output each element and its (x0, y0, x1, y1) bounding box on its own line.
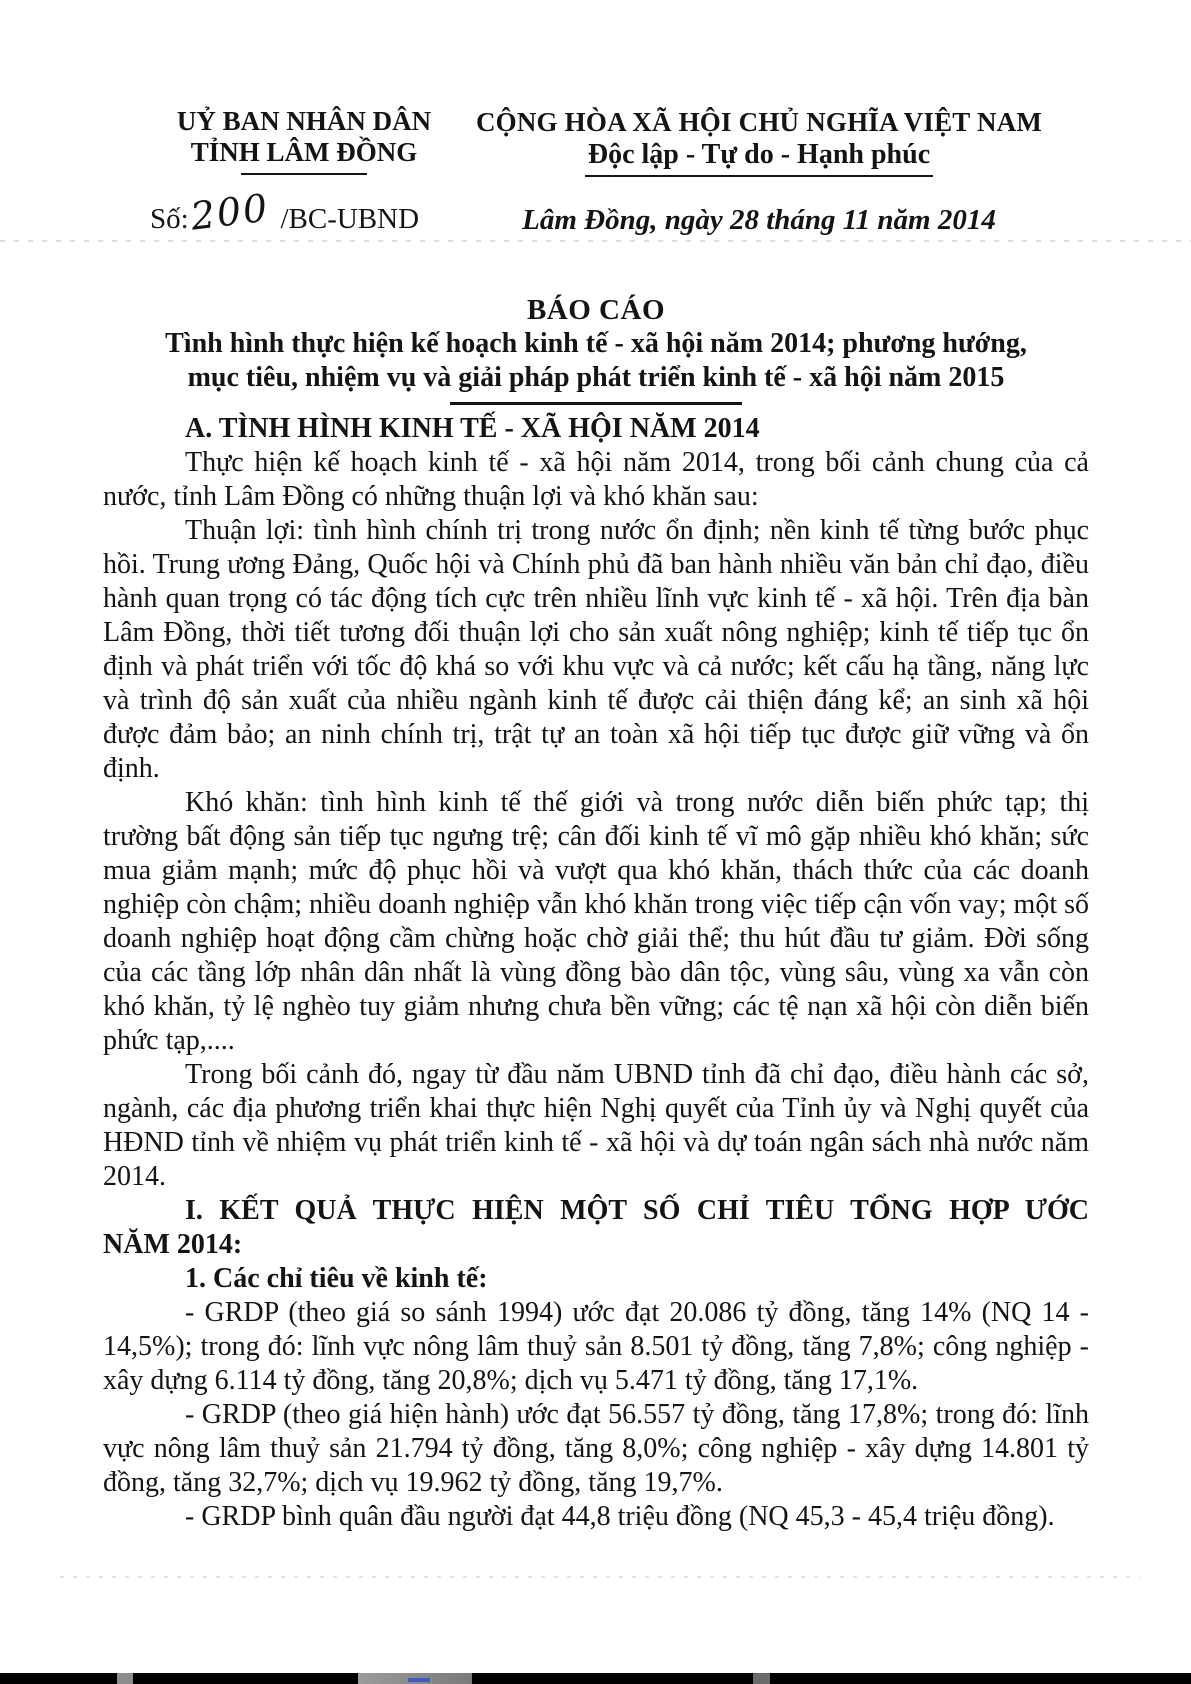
scan-artifact-bottom-bar (0, 1673, 1191, 1684)
report-title-block (103, 293, 1089, 405)
report-title-line1: Tình hình thực hiện kế hoạch kinh tế - xã hội năm 2014; phương hướng, (165, 328, 1027, 359)
issuing-authority-line2: TỈNH LÂM ĐỒNG (190, 137, 418, 167)
section-heading-a: A. TÌNH HÌNH KINH TẾ - XÃ HỘI NĂM 2014 (185, 413, 760, 444)
doc-number (150, 185, 420, 239)
report-kind: BÁO CÁO (526, 294, 666, 326)
paragraph-grdp-1994: - GRDP (theo giá so sánh 1994) ước đạt 20.086 tỷ đồng, tăng 14% (NQ 14 - 14,5%); trong đó: lĩnh vực nông lâm thuỷ sản 8.501 tỷ đồng, tăng 7,8%; công nghiệp - xây dựng 6.114 tỷ đồng, tăng 20,8%; dịch vụ 5.471 tỷ đồng, tăng 17,1%. (103, 1297, 1089, 1396)
section-heading-i-line1: I. KẾT QUẢ THỰC HIỆN MỘT SỐ CHỈ TIÊU TỔNG HỢP ƯỚC (185, 1195, 1089, 1226)
report-title-line2: mục tiêu, nhiệm vụ và giải pháp phát triển kinh tế - xã hội năm 2015 (187, 362, 1005, 393)
handwritten-doc-number: 200 (187, 185, 272, 239)
doc-number-prefix: Số: (150, 203, 189, 235)
national-motto-underline (585, 175, 933, 177)
paragraph-grdp-binh-quan: - GRDP bình quân đầu người đạt 44,8 triệu đồng (NQ 45,3 - 45,4 triệu đồng). (185, 1501, 1055, 1532)
title-separator-rule (450, 402, 742, 405)
section-heading-i-line2: NĂM 2014: (103, 1229, 243, 1260)
paragraph-grdp-hien-hanh: - GRDP (theo giá hiện hành) ước đạt 56.557 tỷ đồng, tăng 17,8%; trong đó: lĩnh vực nông lâm thuỷ sản 21.794 tỷ đồng, tăng 8,0%; công nghiệp - xây dựng 14.801 tỷ đồng, tăng 32,7%; dịch vụ 19.962 tỷ đồng, tăng 19,7%. (103, 1399, 1089, 1498)
scan-artifact-dotted-line-bottom (60, 1576, 1140, 1578)
national-title: CỘNG HÒA XÃ HỘI CHỦ NGHĨA VIỆT NAM (475, 107, 1043, 137)
subsection-heading-1: 1. Các chỉ tiêu về kinh tế: (185, 1263, 488, 1294)
paragraph-intro: Thực hiện kế hoạch kinh tế - xã hội năm 2014, trong bối cảnh chung của cả nước, tỉnh Lâm Đồng có những thuận lợi và khó khăn sau: (103, 447, 1089, 512)
scan-artifact-blue-mark (408, 1678, 430, 1682)
report-body (103, 412, 1089, 1534)
issuing-authority-underline (241, 173, 367, 175)
place-and-date-line: Lâm Đồng, ngày 28 tháng 11 năm 2014 (522, 204, 996, 236)
scan-artifact-dotted-line-top (0, 240, 1191, 242)
national-header-block (442, 106, 1076, 177)
paragraph-thuan-loi: Thuận lợi: tình hình chính trị trong nước ổn định; nền kinh tế từng bước phục hồi. Trung ương Đảng, Quốc hội và Chính phủ đã ban hành nhiều văn bản chỉ đạo, điều hành quan trọng có tác động tích cực trên nhiều lĩnh vực kinh tế - xã hội. Trên địa bàn Lâm Đồng, thời tiết tương đối thuận lợi cho sản xuất nông nghiệp; kinh tế tiếp tục ổn định và phát triển với tốc độ khá so với khu vực và cả nước; kết cấu hạ tầng, năng lực và trình độ sản xuất của nhiều ngành kinh tế được cải thiện đáng kể; an sinh xã hội được đảm bảo; an ninh chính trị, trật tự an toàn xã hội tiếp tục được giữ vững và ổn định. (103, 515, 1089, 784)
issuing-authority-line1: UỶ BAN NHÂN DÂN (176, 106, 432, 136)
doc-number-suffix: /BC-UBND (280, 203, 420, 235)
section-heading-i (103, 1194, 1089, 1262)
paragraph-boi-canh: Trong bối cảnh đó, ngay từ đầu năm UBND tỉnh đã chỉ đạo, điều hành các sở, ngành, các địa phương triển khai thực hiện Nghị quyết của Tỉnh ủy và Nghị quyết của HĐND tỉnh về nhiệm vụ phát triển kinh tế - xã hội và dự toán ngân sách nhà nước năm 2014. (103, 1059, 1089, 1192)
paragraph-kho-khan: Khó khăn: tình hình kinh tế thế giới và trong nước diễn biến phức tạp; thị trường bất động sản tiếp tục ngưng trệ; cân đối kinh tế vĩ mô gặp nhiều khó khăn; sức mua giảm mạnh; mức độ phục hồi và vượt qua khó khăn, thách thức của các doanh nghiệp còn chậm; nhiều doanh nghiệp vẫn khó khăn trong việc tiếp cận vốn vay; một số doanh nghiệp hoạt động cầm chừng hoặc chờ giải thể; thu hút đầu tư giảm. Đời sống của các tầng lớp nhân dân nhất là vùng đồng bào dân tộc, vùng sâu, vùng xa vẫn còn khó khăn, tỷ lệ nghèo tuy giảm nhưng chưa bền vững; các tệ nạn xã hội còn diễn biến phức tạp,.... (103, 787, 1089, 1056)
national-motto: Độc lập - Tự do - Hạnh phúc (587, 139, 931, 170)
issuing-authority-block (148, 106, 460, 175)
